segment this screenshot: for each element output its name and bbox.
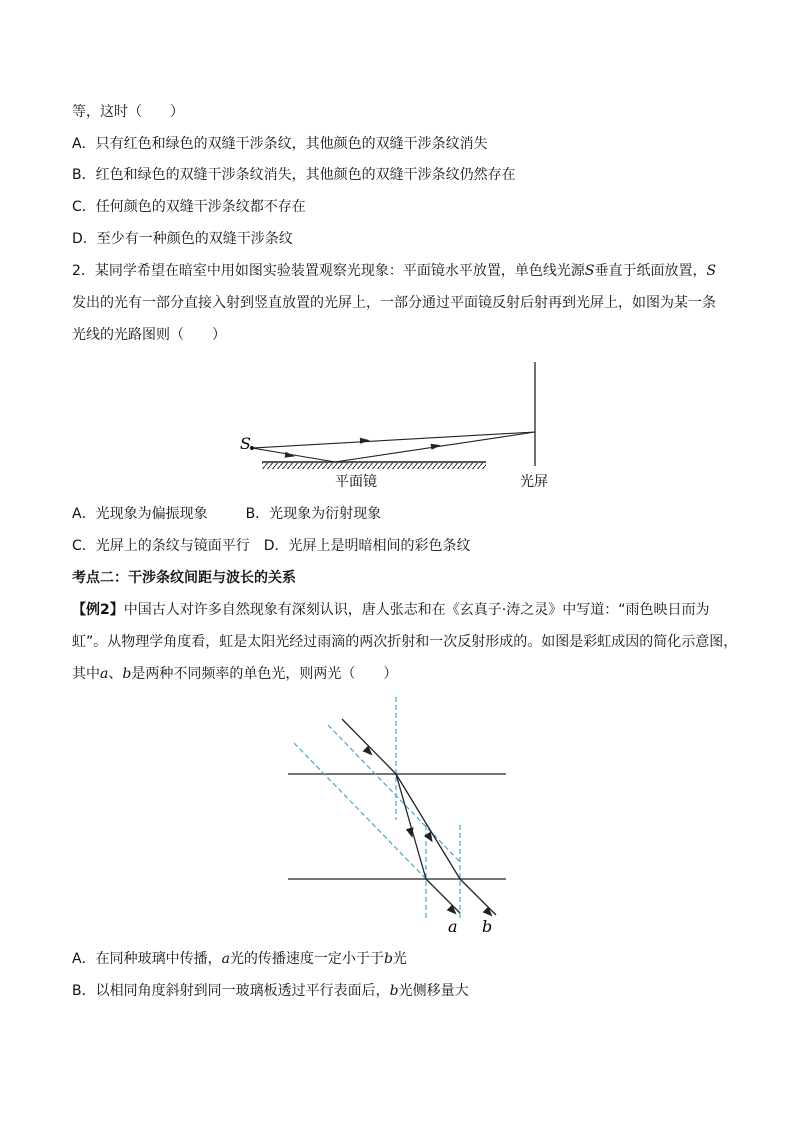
emergent-ray-b <box>460 879 496 915</box>
q2-stem-text: 垂直于纸面放置， <box>594 263 707 279</box>
ex2-text: 光的传播速度一定小于于 <box>229 951 384 967</box>
emergent-ray-a <box>426 879 460 913</box>
ex2-line1 <box>72 600 709 620</box>
ex2-option-a <box>72 949 407 969</box>
ex2-var-b: b <box>383 951 393 967</box>
ex2-var-b: b <box>389 983 399 999</box>
incident-ray <box>342 719 396 774</box>
ex2-text: B．以相同角度斜射到同一玻璃板透过平行表面后， <box>72 983 390 999</box>
mirror-hatching <box>262 463 486 469</box>
q2-option-row1 <box>72 504 381 524</box>
q2-var-s: S <box>706 263 717 279</box>
q2-stem-line3: 光线的光路图则（ ） <box>72 327 226 343</box>
ex2-sep: 、 <box>108 666 123 682</box>
q2-stem-text: 发出的光有一部分直接入射到竖直放置的光屏上，一部分通过平面镜反射后射再到光屏上，如图为某一条 <box>72 295 716 311</box>
q2-var-s: S <box>584 263 595 279</box>
ex2-text: 是两种不同频率的单色光，则两光（ ） <box>131 666 398 682</box>
ex2-text: 光 <box>392 951 407 967</box>
ex2-line3 <box>72 664 397 684</box>
ex2-tag: 【例2】 <box>72 602 124 618</box>
q1-option-c: C．任何颜色的双缝干涉条纹都不存在 <box>72 199 306 215</box>
q1-option-d: D．至少有一种颜色的双缝干涉条纹 <box>72 231 293 247</box>
refraction-figure <box>280 695 520 940</box>
q1-option-b: B．红色和绿色的双缝干涉条纹消失，其他颜色的双缝干涉条纹仍然存在 <box>72 167 516 183</box>
q2-stem-line1 <box>72 261 716 281</box>
source-label: S <box>240 434 251 453</box>
ex2-text: 光侧移量大 <box>398 983 469 999</box>
ray-a-label: a <box>448 917 458 936</box>
parallel-reference-line <box>294 743 428 881</box>
q2-stem-text: 2．某同学希望在暗室中用如图实验装置观察光现象：平面镜水平放置，单色线光源 <box>72 263 585 279</box>
ex2-text: A．在同种玻璃中传播， <box>72 951 222 967</box>
mirror-figure <box>230 358 570 498</box>
q1-stem-tail: 等，这时（ ） <box>72 104 184 120</box>
ex2-line2: 虹”。从物理学角度看，虹是太阳光经过雨滴的两次折射和一次反射形成的。如图是彩虹成因的简化示意图， <box>72 634 738 650</box>
reflected-ray <box>252 432 535 462</box>
arrow-head <box>360 437 370 444</box>
q2-stem-line2 <box>72 293 716 313</box>
section-title: 考点二：干涉条纹间距与波长的关系 <box>72 570 296 586</box>
ex2-text: 其中 <box>72 666 100 682</box>
arrow-head <box>363 746 376 759</box>
q2-option-row2 <box>72 536 471 556</box>
q2-option-b: B．光现象为衍射现象 <box>245 506 382 522</box>
ex2-text: 中国古人对许多自然现象有深刻认识，唐人张志和在《玄真子·涛之灵》中写道：“雨色映日而为 <box>123 602 710 618</box>
q1-option-a: A．只有红色和绿色的双缝干涉条纹，其他颜色的双缝干涉条纹消失 <box>72 136 488 152</box>
mirror-label: 平面镜 <box>335 474 377 490</box>
q2-option-d: D．光屏上是明暗相间的彩色条纹 <box>263 538 471 554</box>
refracted-ray-a <box>396 774 426 879</box>
q2-option-a: A．光现象为偏振现象 <box>72 506 208 522</box>
q2-option-c: C．光屏上的条纹与镜面平行 <box>72 538 250 554</box>
direct-ray <box>252 432 535 448</box>
parallel-reference-line <box>328 725 461 863</box>
ex2-var-a: a <box>221 951 230 967</box>
ex2-var-b: b <box>122 666 132 682</box>
ray-b-label: b <box>482 917 493 936</box>
ex2-option-b <box>72 981 469 1001</box>
ex2-var-a: a <box>100 666 109 682</box>
refracted-ray-b <box>396 774 460 879</box>
screen-label: 光屏 <box>520 474 548 490</box>
